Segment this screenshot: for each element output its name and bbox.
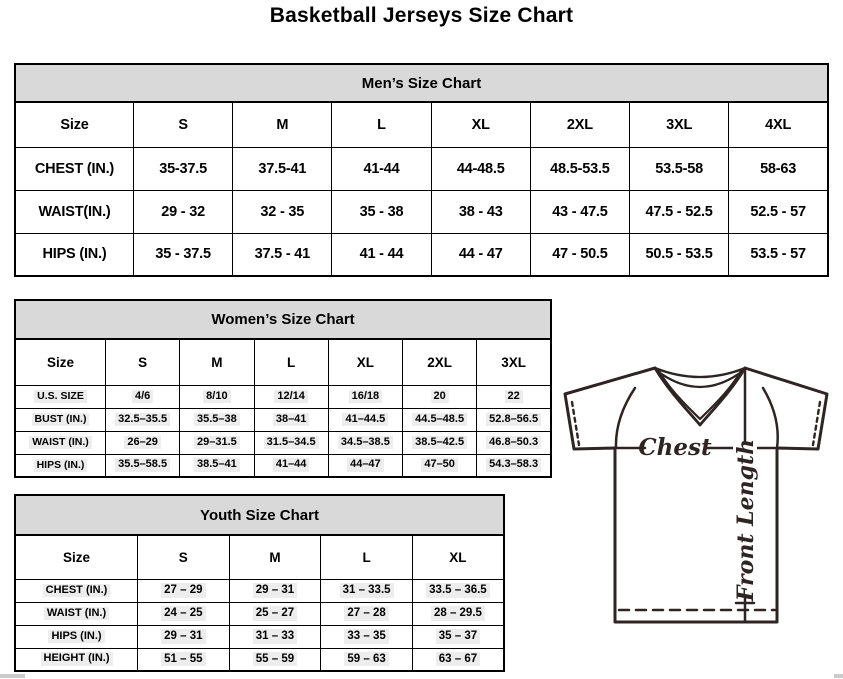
- size-cell-text: 35 – 37: [436, 629, 480, 643]
- size-cell: [403, 385, 477, 408]
- column-header: S: [138, 535, 230, 579]
- collar-band-arc-1: [655, 368, 745, 377]
- size-cell-text: 38.5–42.5: [412, 436, 467, 450]
- size-cell-text: 28 – 29.5: [431, 606, 485, 620]
- size-cell: 37.5 - 41: [233, 233, 332, 276]
- size-cell-text: 29 – 31: [161, 629, 205, 643]
- row-label: [15, 579, 138, 602]
- row-label: [15, 648, 138, 671]
- size-cell: [477, 431, 551, 454]
- row-label-text: HIPS (IN.): [34, 459, 88, 472]
- size-cell-text: 44.5–48.5: [412, 413, 467, 427]
- column-header: L: [254, 339, 328, 385]
- row-label: [15, 385, 106, 408]
- size-cell: [412, 625, 504, 648]
- size-cell-text: 12/14: [274, 390, 308, 404]
- youth-table-grid: [14, 534, 505, 672]
- size-cell: [254, 408, 328, 431]
- size-cell: [138, 648, 230, 671]
- table-row: [15, 454, 551, 477]
- size-cell-text: 35.5–38: [194, 413, 240, 427]
- size-cell-text: 32.5–35.5: [115, 413, 170, 427]
- row-label-text: WAIST (IN.): [44, 607, 109, 621]
- size-cell-text: 38–41: [273, 413, 310, 427]
- size-cell-text: 41–44.5: [342, 413, 388, 427]
- size-cell: 35-37.5: [134, 147, 233, 190]
- size-cell-text: 52.8–56.5: [486, 413, 541, 427]
- size-cell: 47.5 - 52.5: [630, 190, 729, 233]
- horizontal-scrollbar-fragment-left[interactable]: [0, 674, 25, 678]
- row-label: [15, 454, 106, 477]
- row-label: HIPS (IN.): [15, 233, 134, 276]
- column-header: M: [180, 339, 254, 385]
- collar-inner-v: [659, 371, 741, 419]
- size-cell: [229, 648, 321, 671]
- header-row: [15, 535, 504, 579]
- row-label-text: U.S. SIZE: [34, 390, 87, 403]
- column-header: Size: [15, 339, 106, 385]
- table-row: [15, 408, 551, 431]
- column-header: L: [321, 535, 413, 579]
- size-cell-text: 25 – 27: [253, 606, 297, 620]
- size-cell-text: 22: [505, 390, 523, 404]
- size-cell: 35 - 38: [332, 190, 431, 233]
- table-row: [15, 385, 551, 408]
- header-row: [15, 102, 828, 147]
- size-cell: [477, 408, 551, 431]
- size-cell: [229, 579, 321, 602]
- column-header: S: [106, 339, 180, 385]
- size-cell: 43 - 47.5: [530, 190, 629, 233]
- size-cell-text: 31.5–34.5: [264, 436, 319, 450]
- size-cell: [254, 431, 328, 454]
- youth-table-title: Youth Size Chart: [14, 494, 505, 534]
- size-cell-text: 33 – 35: [344, 629, 388, 643]
- row-label: [15, 408, 106, 431]
- size-cell-text: 27 – 29: [161, 583, 205, 597]
- size-cell: 53.5 - 57: [729, 233, 828, 276]
- size-cell: [106, 408, 180, 431]
- size-cell-text: 46.8–50.3: [486, 436, 541, 450]
- size-cell: 32 - 35: [233, 190, 332, 233]
- column-header: M: [229, 535, 321, 579]
- size-cell: [180, 454, 254, 477]
- size-cell: 44-48.5: [431, 147, 530, 190]
- size-cell: [106, 454, 180, 477]
- column-header: XL: [412, 535, 504, 579]
- size-cell: [321, 625, 413, 648]
- size-cell: [229, 625, 321, 648]
- size-cell: [328, 454, 402, 477]
- row-label: CHEST (IN.): [15, 147, 134, 190]
- womens-table-grid: [14, 338, 552, 478]
- column-header: 4XL: [729, 102, 828, 147]
- size-cell: [180, 431, 254, 454]
- size-cell-text: 34.5–38.5: [338, 436, 393, 450]
- youth-size-chart-table: [14, 494, 505, 672]
- size-cell: [328, 385, 402, 408]
- womens-size-chart-table: [14, 299, 552, 478]
- size-cell-text: 59 – 63: [344, 652, 388, 666]
- womens-table-title: Women’s Size Chart: [14, 299, 552, 338]
- table-row: [15, 602, 504, 625]
- table-row: [15, 625, 504, 648]
- size-cell-text: 16/18: [349, 390, 383, 404]
- column-header: 2XL: [403, 339, 477, 385]
- size-cell-text: 8/10: [203, 390, 230, 404]
- front-length-label: Front Length: [733, 438, 759, 602]
- size-cell-text: 31 – 33: [253, 629, 297, 643]
- size-cell: 48.5-53.5: [530, 147, 629, 190]
- size-cell-text: 26–29: [124, 436, 161, 450]
- size-cell: [321, 648, 413, 671]
- size-cell-text: 24 – 25: [161, 606, 205, 620]
- chest-label: Chest: [638, 434, 712, 461]
- horizontal-scrollbar-fragment-right[interactable]: [834, 674, 843, 678]
- size-cell-text: 20: [431, 390, 449, 404]
- size-cell-text: 55 – 59: [253, 652, 297, 666]
- column-header: L: [332, 102, 431, 147]
- size-cell: [477, 454, 551, 477]
- size-cell: [412, 602, 504, 625]
- table-row: [15, 648, 504, 671]
- column-header: Size: [15, 102, 134, 147]
- size-cell-text: 41–44: [273, 458, 310, 472]
- row-label: [15, 602, 138, 625]
- column-header: Size: [15, 535, 138, 579]
- jersey-measurement-diagram: [555, 358, 843, 678]
- table-row: [15, 190, 828, 233]
- column-header: 3XL: [630, 102, 729, 147]
- size-cell: 52.5 - 57: [729, 190, 828, 233]
- size-cell: 58-63: [729, 147, 828, 190]
- size-cell: [106, 431, 180, 454]
- size-cell: 29 - 32: [134, 190, 233, 233]
- column-header: M: [233, 102, 332, 147]
- size-cell-text: 54.3–58.3: [486, 458, 541, 472]
- size-cell: [321, 602, 413, 625]
- size-cell: 41 - 44: [332, 233, 431, 276]
- size-cell-text: 63 – 67: [436, 652, 480, 666]
- size-cell-text: 4/6: [132, 390, 153, 404]
- size-cell: [412, 579, 504, 602]
- left-armhole-seam: [616, 388, 635, 448]
- size-cell: [403, 454, 477, 477]
- mens-table-grid: [14, 101, 829, 277]
- row-label-text: HIPS (IN.): [48, 630, 104, 644]
- table-row: [15, 431, 551, 454]
- jersey-outline: [565, 368, 827, 622]
- column-header: XL: [431, 102, 530, 147]
- size-cell: [180, 408, 254, 431]
- page-title: Basketball Jerseys Size Chart: [269, 4, 574, 27]
- mens-table-title: Men’s Size Chart: [14, 63, 829, 101]
- size-cell: 50.5 - 53.5: [630, 233, 729, 276]
- size-cell-text: 27 – 28: [344, 606, 388, 620]
- size-cell-text: 31 – 33.5: [340, 583, 394, 597]
- table-row: [15, 579, 504, 602]
- size-cell: [403, 408, 477, 431]
- row-label: WAIST(IN.): [15, 190, 134, 233]
- size-cell-text: 29 – 31: [253, 583, 297, 597]
- size-cell-text: 35.5–58.5: [115, 458, 170, 472]
- size-cell-text: 29–31.5: [194, 436, 240, 450]
- mens-size-chart-table: [14, 63, 829, 277]
- column-header: XL: [328, 339, 402, 385]
- column-header: 2XL: [530, 102, 629, 147]
- row-label: [15, 625, 138, 648]
- size-cell: [180, 385, 254, 408]
- row-label-text: HEIGHT (IN.): [41, 652, 113, 666]
- table-row: [15, 233, 828, 276]
- size-cell: [412, 648, 504, 671]
- size-cell: 41-44: [332, 147, 431, 190]
- size-cell: [138, 625, 230, 648]
- size-cell: 37.5-41: [233, 147, 332, 190]
- header-row: [15, 339, 551, 385]
- size-cell: [229, 602, 321, 625]
- size-cell-text: 51 – 55: [161, 652, 205, 666]
- row-label-text: CHEST (IN.): [43, 584, 111, 598]
- size-cell: [106, 385, 180, 408]
- column-header: 3XL: [477, 339, 551, 385]
- row-label-text: BUST (IN.): [32, 413, 90, 426]
- row-label: [15, 431, 106, 454]
- size-cell: 38 - 43: [431, 190, 530, 233]
- size-cell: [138, 579, 230, 602]
- table-row: [15, 147, 828, 190]
- size-cell-text: 47–50: [421, 458, 458, 472]
- size-cell: [477, 385, 551, 408]
- row-label-text: WAIST (IN.): [29, 436, 92, 449]
- size-cell-text: 33.5 – 36.5: [426, 583, 490, 597]
- size-cell: 44 - 47: [431, 233, 530, 276]
- size-cell: 47 - 50.5: [530, 233, 629, 276]
- size-cell-text: 44–47: [347, 458, 384, 472]
- column-header: S: [134, 102, 233, 147]
- size-cell: [254, 454, 328, 477]
- size-cell: [254, 385, 328, 408]
- right-armhole-seam: [763, 388, 778, 448]
- size-cell: 53.5-58: [630, 147, 729, 190]
- size-cell: [138, 602, 230, 625]
- size-cell-text: 38.5–41: [194, 458, 240, 472]
- size-cell: 35 - 37.5: [134, 233, 233, 276]
- size-cell: [403, 431, 477, 454]
- size-cell: [321, 579, 413, 602]
- size-cell: [328, 431, 402, 454]
- size-cell: [328, 408, 402, 431]
